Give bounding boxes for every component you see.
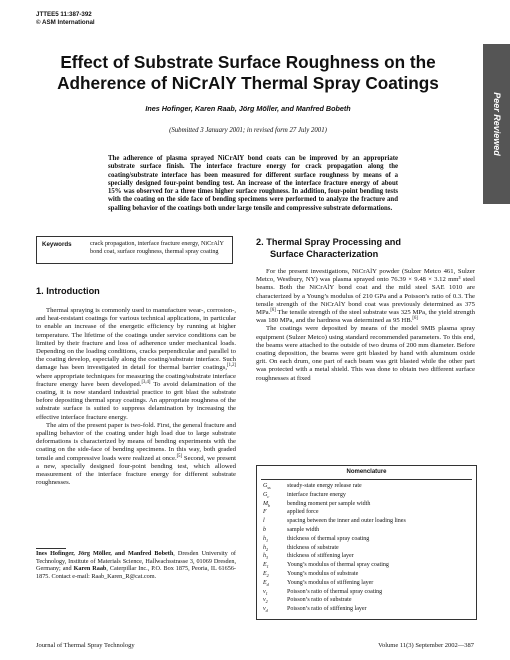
nomenclature-symbol: F	[263, 509, 267, 516]
section2-heading-line-2: Surface Characterization	[270, 248, 379, 259]
nomenclature-definition: Poisson’s ratio of thermal spray coating	[287, 588, 383, 595]
peer-reviewed-label: Peer Reviewed	[491, 92, 502, 156]
nomenclature-definition: Poisson’s ratio of stiffening layer	[287, 606, 367, 613]
nomenclature-symbol: $E_2$	[263, 571, 269, 579]
intro-paragraph-1: Thermal spraying is commonly used to manufacture wear-, corrosion-, and heat-resistant coatings for various technical applications, in particular to enable an increase of the energetic efficiency by running at higher temperature. The lifetime of the coatings under service conditions can be limited by their fracture and loss of adherence under mechanical loads. Depending on the loading conditions, cracks perpendicular and parallel to the coating develop, especially along the coating/substrate interface. Such damage has been investigated in detail for thermal barrier coatings,[1,2] where appropriate techniques for measuring the coating/substrate interface fracture energy have been developed.[3,4] To avoid delamination of the coating, it is now standard industrial practice to grit blast the substrate before depositing thermal spray coatings. An appropriate roughness of the substrate surface is suited to suppress delamination by increasing the effective interface fracture energy.	[36, 307, 236, 421]
nomenclature-definition: bending moment per sample width	[287, 500, 371, 507]
section2-body	[256, 268, 475, 383]
keywords-text: crack propagation, interface fracture energy, NiCrAlY bond coat, surface roughness, thermal spray coating	[90, 240, 224, 255]
nomenclature-row	[257, 571, 476, 580]
nomenclature-definition: spacing between the inner and outer loading lines	[287, 518, 406, 525]
journal-code: JTTEE5 11:387-392	[36, 11, 92, 18]
nomenclature-symbol: $G_{ss}$	[263, 483, 271, 491]
submission-dates: (Submitted 3 January 2001; in revised form 27 July 2001)	[169, 127, 327, 134]
nomenclature-symbol: $\nu_2$	[263, 597, 268, 605]
section2-paragraph-2: The coatings were deposited by means of the model 9MB plasma spray equipment (Sulzer Metco) using standard recommended parameters. To this end, the beams were attached to the outside of two drums of 200 mm diameter. Before coating deposition, the beams were grit blasted by hand with aluminum oxide grit. On each drum, one part of each beam was grit blasted while the other part was protected with a metal shield. This was done to obtain two different surface roughnesses at fixed	[256, 325, 475, 382]
nomenclature-row	[257, 597, 476, 606]
journal-header	[36, 11, 95, 27]
nomenclature-definition: Young’s modulus of thermal spray coating	[287, 562, 389, 569]
paper-title	[20, 52, 476, 94]
peer-reviewed-tab	[483, 44, 510, 204]
nomenclature-title: Nomenclature	[346, 469, 387, 475]
nomenclature-row	[257, 580, 476, 589]
section2-paragraph-1: For the present investigations, NiCrAlY powder (Sulzer Metco 461, Sulzer Metco, Westbury, NY) was plasma sprayed onto 76.39 × 9.48 × 3.12 mm³ steel beams. Both the NiCrAlY bond coat and the mild steel SAE 1010 are characterized by a Young’s modulus of 210 GPa and a Poisson’s ratio of 0.3. The tensile strength of the NiCrAlY bond coat was previously determined as 375 MPa.[6] The tensile strength of the steel substrate was 325 MPa, the yield strength was 180 MPa, and the hardness was determined as 95 HB.[6]	[256, 268, 475, 325]
nomenclature-symbol: l	[263, 518, 265, 525]
nomenclature-row	[257, 492, 476, 501]
nomenclature-table	[256, 465, 477, 620]
nomenclature-symbol: $E_d$	[263, 579, 269, 587]
nomenclature-definition: applied force	[287, 509, 319, 516]
footer-volume-page: Volume 11(3) September 2002—387	[378, 642, 474, 649]
nomenclature-row	[257, 589, 476, 598]
nomenclature-symbol: $G_c$	[263, 491, 270, 499]
nomenclature-symbol: $h_3$	[263, 553, 269, 561]
nomenclature-row	[257, 553, 476, 562]
intro-heading: 1. Introduction	[36, 286, 100, 296]
nomenclature-definition: Poisson’s ratio of substrate	[287, 597, 352, 604]
nomenclature-row	[257, 527, 476, 536]
nomenclature-symbol: $\nu_d$	[263, 606, 268, 614]
footnote-rule	[36, 548, 66, 549]
nomenclature-row	[257, 606, 476, 615]
keywords-box	[36, 236, 233, 264]
keywords-label: Keywords	[42, 241, 72, 248]
title-line-1: Effect of Substrate Surface Roughness on the	[60, 52, 436, 72]
nomenclature-symbol: $h_2$	[263, 544, 269, 552]
abstract: The adherence of plasma sprayed NiCrAlY bond coats can be improved by an appropriate substrate surface finish. The interface fracture energy for crack propagation along the coating/substrate interface has been measured for different surface roughness by means of a specially designed four-point bending test. An increase of the interface fracture energy of about 15% was observed for a three times higher surface roughness. In addition, four-point bending tests with the coating on the side face of bending specimens were performed to analyze the fracture and spalling behavior of the coatings both under large tensile and compressive substrate deformations.	[108, 155, 398, 212]
title-line-2: Adherence of NiCrAlY Thermal Spray Coatings	[57, 73, 439, 93]
section2-heading	[256, 237, 475, 260]
authors: Ines Hofinger, Karen Raab, Jörg Möller, and Manfred Bobeth	[145, 104, 351, 113]
copyright: © ASM International	[36, 19, 95, 26]
nomenclature-rule	[261, 479, 472, 480]
nomenclature-symbol: $h_1$	[263, 535, 269, 543]
nomenclature-definition: thickness of substrate	[287, 544, 339, 551]
nomenclature-row	[257, 545, 476, 554]
nomenclature-symbol: $E_1$	[263, 562, 269, 570]
nomenclature-definition: Young’s modulus of stiffening layer	[287, 579, 374, 586]
section2-heading-line-1: 2. Thermal Spray Processing and	[256, 237, 402, 247]
nomenclature-row	[257, 562, 476, 571]
intro-paragraph-2: The aim of the present paper is two-fold. First, the general fracture and spalling behavior of the coating under high load due to large substrate deformations is characterized by means of bending experiments with the coating on the side-face of bending specimens. In this way, both graded tensile and compressive loads were realized at once.[5] Second, we present a new, specially designed four-point bending test, which allowed measurement of the interface fracture energy for different substrate roughnesses.	[36, 421, 236, 487]
nomenclature-definition: thickness of stiffening layer	[287, 553, 354, 560]
nomenclature-row	[257, 501, 476, 510]
nomenclature-definition: steady-state energy release rate	[287, 483, 362, 489]
intro-body	[36, 307, 236, 487]
nomenclature-row	[257, 483, 476, 492]
author-affiliation: Ines Hofinger, Jörg Möller, and Manfred Bobeth, Dresden University of Technology, Institute of Materials Science, Hallwachsstrasse 3, 01069 Dresden, Germany; and Karen Raab, Caterpillar Inc., P.O. Box 1875, Peoria, IL 61656-1875. Contact e-mail: Raab_Karen_R@cat.com.	[36, 550, 236, 580]
nomenclature-row	[257, 536, 476, 545]
footer-journal: Journal of Thermal Spray Technology	[36, 642, 135, 649]
nomenclature-definition: interface fracture energy	[287, 491, 346, 498]
nomenclature-definition: thickness of thermal spray coating	[287, 535, 370, 542]
nomenclature-symbol: $M_b$	[263, 500, 271, 508]
nomenclature-symbol: b	[263, 527, 266, 533]
nomenclature-symbol: $\nu_1$	[263, 588, 268, 596]
nomenclature-definition: sample width	[287, 527, 320, 533]
nomenclature-row	[257, 509, 476, 518]
nomenclature-row	[257, 518, 476, 527]
nomenclature-definition: Young’s modulus of substrate	[287, 571, 359, 577]
